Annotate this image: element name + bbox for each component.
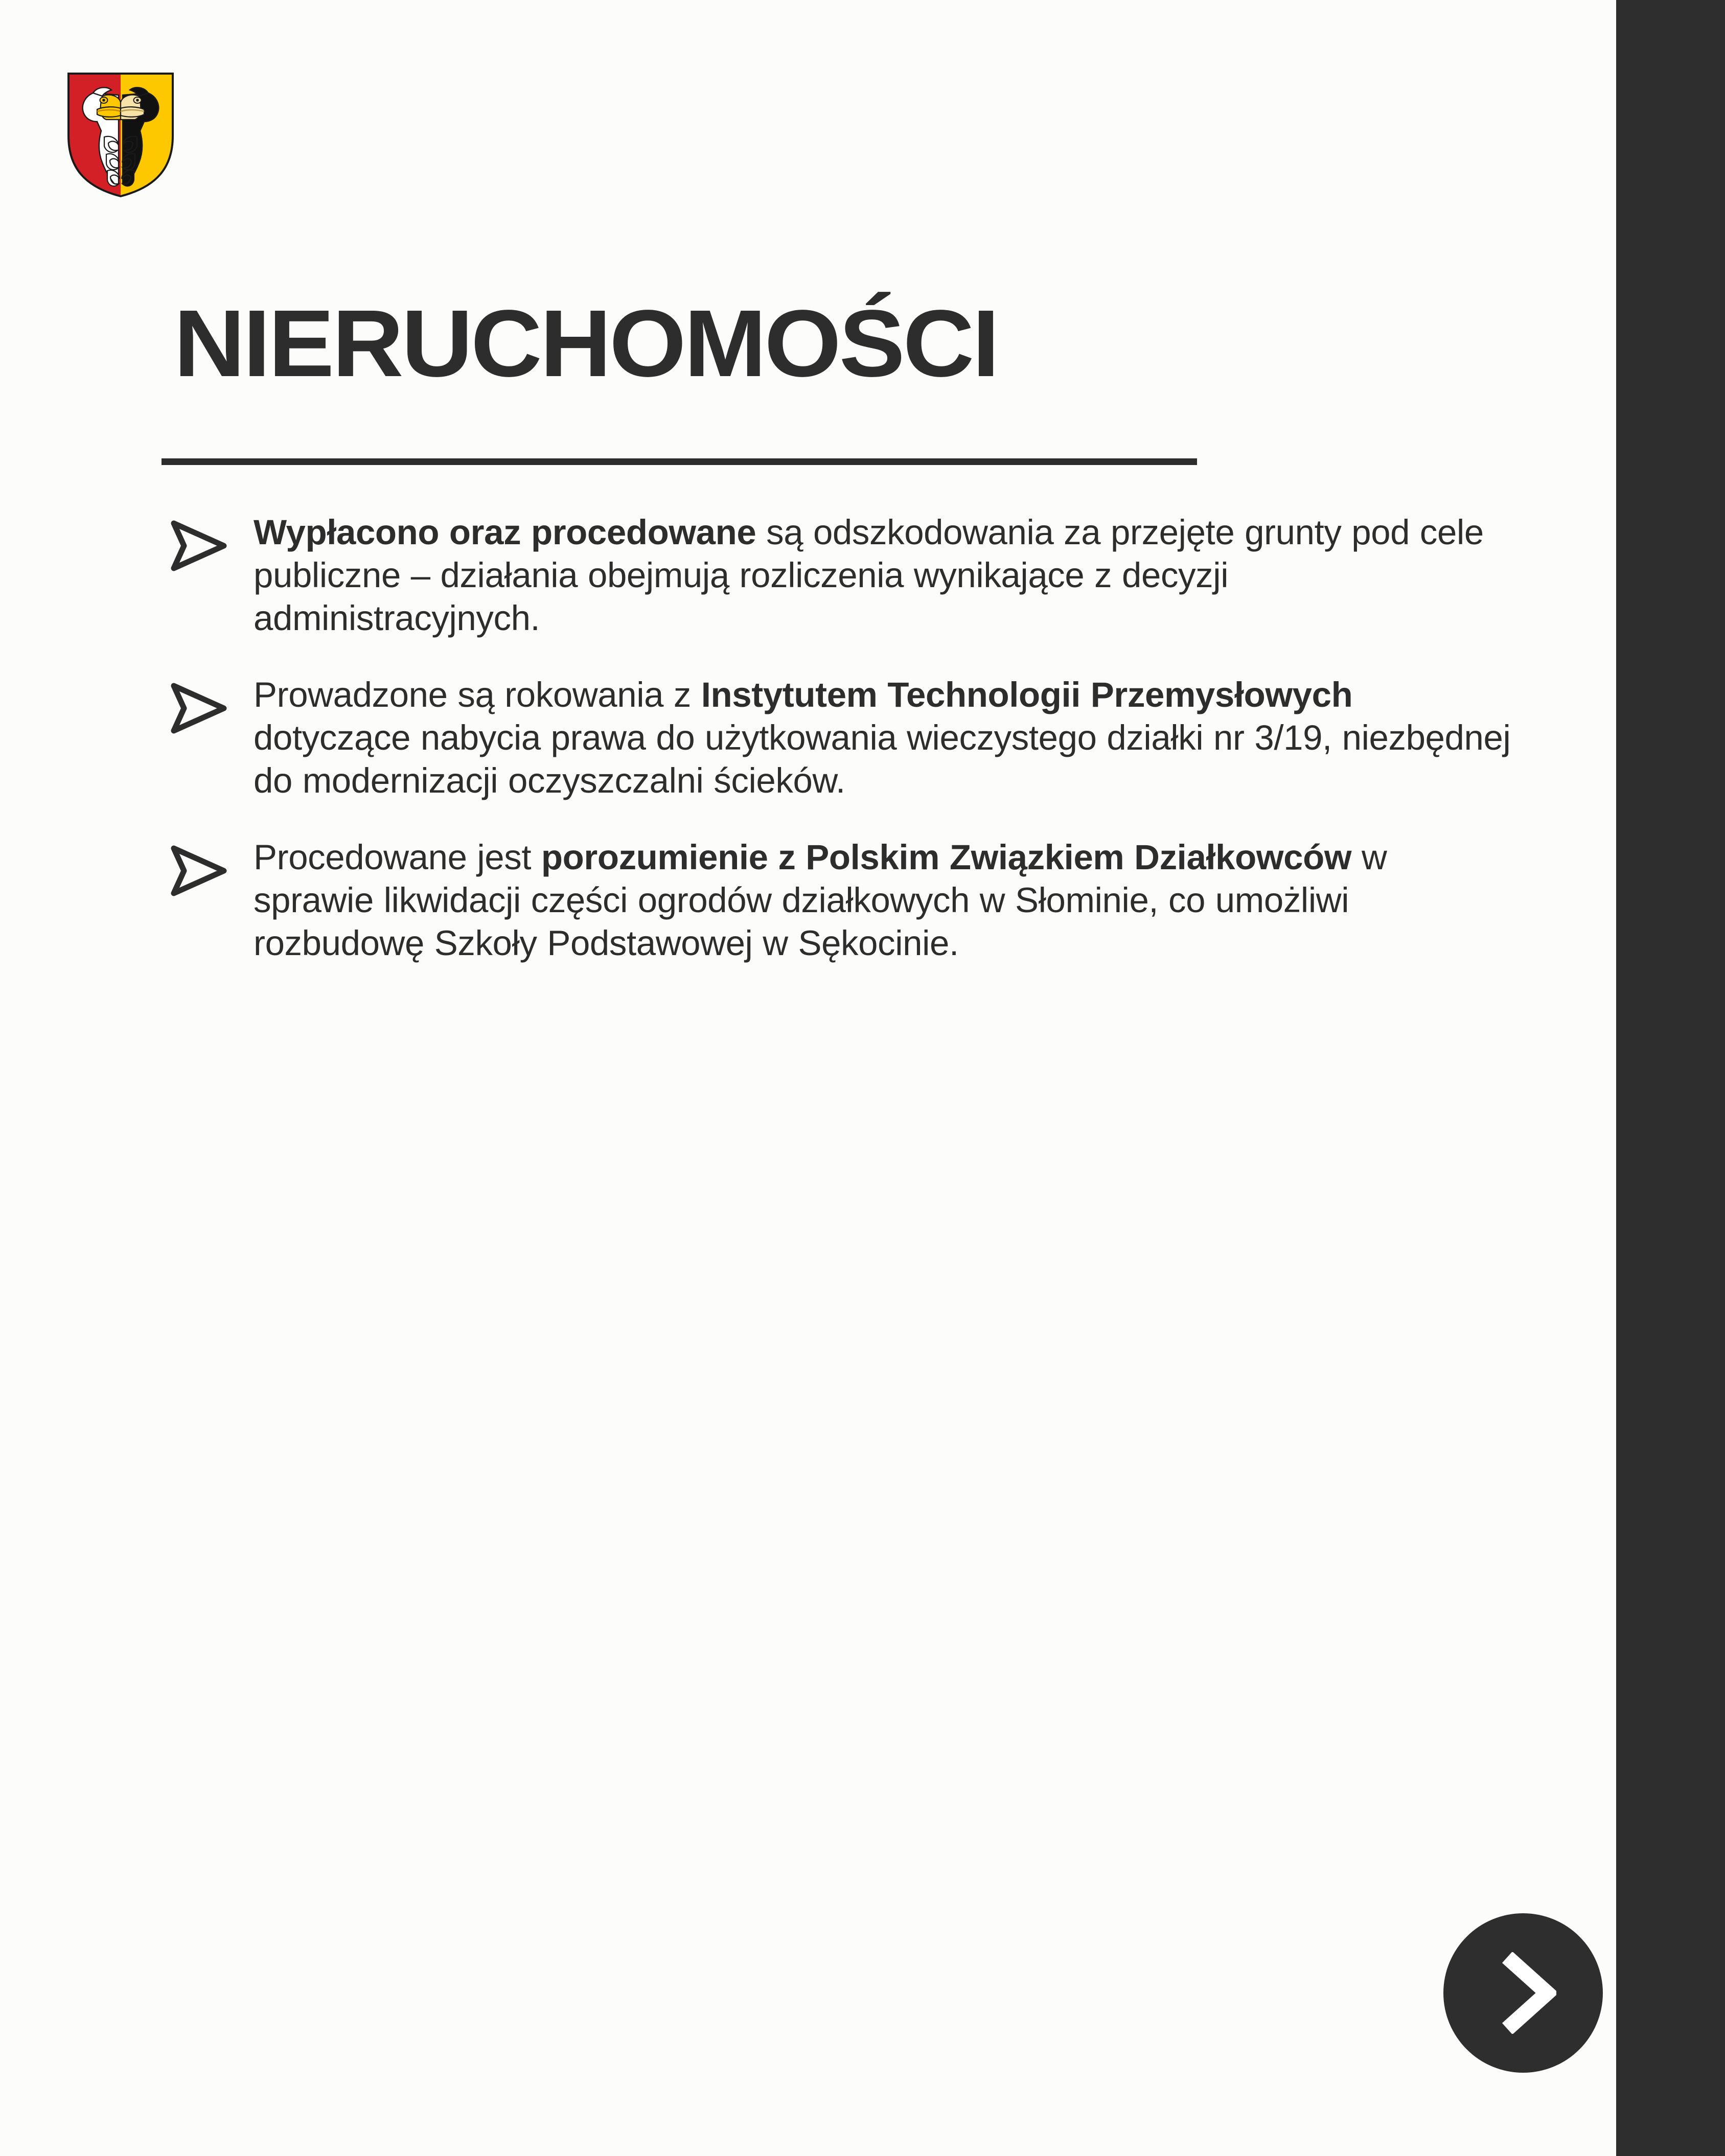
list-item-emphasis: Wypłacono oraz procedowane <box>254 513 756 552</box>
title-divider <box>162 458 1197 465</box>
list-item-text <box>254 838 1387 963</box>
next-slide-button[interactable] <box>1443 1913 1603 2073</box>
list-item-body: w sprawie likwidacji części ogrodów działkowych w Słominie, co umożliwi rozbudowę Szkoły Podstawowej w Sękocinie. <box>254 838 1387 963</box>
list-item-body: dotyczące nabycia prawa do użytkowania wieczystego działki nr 3/19, niezbędnej do modernizacji oczyszczalni ścieków. <box>254 718 1511 800</box>
list-item <box>162 511 1516 640</box>
list-item-text <box>254 675 1510 800</box>
chevron-outline-icon <box>169 844 229 897</box>
list-item-body: Prowadzone są rokowania z <box>254 675 701 714</box>
list-item-text <box>254 513 1484 638</box>
coat-of-arms-icon <box>61 71 180 199</box>
chevron-outline-icon <box>169 519 229 572</box>
right-edge-band <box>1616 0 1725 2156</box>
list-item <box>162 836 1516 965</box>
bullet-list <box>162 511 1516 965</box>
list-item-emphasis: Instytutem Technologii Przemysłowych <box>701 675 1353 714</box>
list-item <box>162 674 1516 802</box>
page-title: NIERUCHOMOŚCI <box>174 290 998 397</box>
chevron-outline-icon <box>169 682 229 735</box>
chevron-right-icon <box>1490 1952 1556 2034</box>
list-item-body: są odszkodowania za przejęte grunty pod cele publiczne – działania obejmują rozliczenia wynikające z decyzji administracyjnych. <box>254 513 1484 638</box>
list-item-body: Procedowane jest <box>254 838 541 877</box>
list-item-emphasis: porozumienie z Polskim Związkiem Działkowców <box>541 838 1352 877</box>
